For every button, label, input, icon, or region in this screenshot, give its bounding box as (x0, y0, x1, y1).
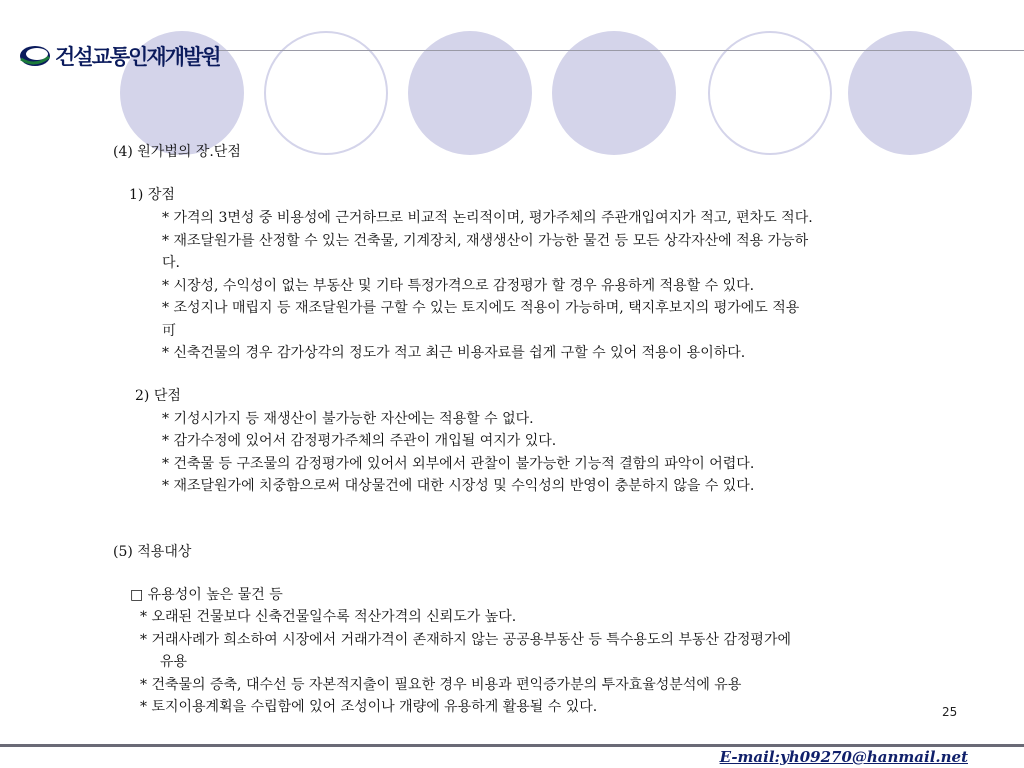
advantage-line: * 가격의 3면성 중 비용성에 근거하므로 비교적 논리적이며, 평가주체의 주관개입여지가 적고, 편차도 적다. (162, 210, 813, 226)
section-title-4: (4) 원가법의 장.단점 (113, 144, 241, 160)
disadvantages-heading: 2) 단점 (135, 388, 181, 404)
section-title-5: (5) 적용대상 (113, 544, 192, 560)
disadvantage-line: * 감가수정에 있어서 감정평가주체의 주관이 개입될 여지가 있다. (162, 433, 557, 449)
application-line: * 건축물의 증축, 대수선 등 자본적지출이 필요한 경우 비용과 편익증가분의 투자효율성분석에 유용 (140, 677, 742, 693)
disadvantage-line: * 기성시가지 등 재생산이 불가능한 자산에는 적용할 수 없다. (162, 411, 534, 427)
advantage-line: * 조성지나 매립지 등 재조달원가를 구할 수 있는 토지에도 적용이 가능하며, 택지후보지의 평가에도 적용 (162, 300, 800, 316)
advantages-heading: 1) 장점 (129, 187, 175, 203)
logo-text: 건설교통인재개발원 (55, 45, 220, 69)
disadvantage-line: * 재조달원가에 치중함으로써 대상물건에 대한 시장성 및 수익성의 반영이 충분하지 않을 수 있다. (162, 478, 755, 494)
disadvantage-line: * 건축물 등 구조물의 감정평가에 있어서 외부에서 관찰이 불가능한 기능적 결함의 파악이 어렵다. (162, 456, 755, 472)
advantage-line: * 신축건물의 경우 감가상각의 정도가 적고 최근 비용자료를 쉽게 구할 수 있어 적용이 용이하다. (162, 345, 746, 361)
email-link[interactable]: E-mail:yh09270@hanmail.net (719, 748, 968, 766)
footer-rule (0, 744, 1024, 747)
advantage-line: 다. (162, 255, 180, 271)
page-number: 25 (942, 705, 958, 719)
application-line: * 토지이용계획을 수립함에 있어 조성이나 개량에 유용하게 활용될 수 있다. (140, 699, 598, 715)
advantage-line: * 시장성, 수익성이 없는 부동산 및 기타 특정가격으로 감정평가 할 경우 유용하게 적용할 수 있다. (162, 278, 755, 294)
advantage-line: 可 (162, 323, 176, 339)
application-line: * 오래된 건물보다 신축건물일수록 적산가격의 신뢰도가 높다. (140, 609, 517, 625)
application-line: * 거래사례가 희소하여 시장에서 거래가격이 존재하지 않는 공공용부동산 등 특수용도의 부동산 감정평가에 (140, 632, 792, 648)
application-heading: □ 유용성이 높은 물건 등 (130, 587, 283, 603)
advantage-line: * 재조달원가를 산정할 수 있는 건축물, 기계장치, 재생생산이 가능한 물건 등 모든 상각자산에 적용 가능하 (162, 233, 809, 249)
application-line: 유용 (160, 654, 188, 670)
